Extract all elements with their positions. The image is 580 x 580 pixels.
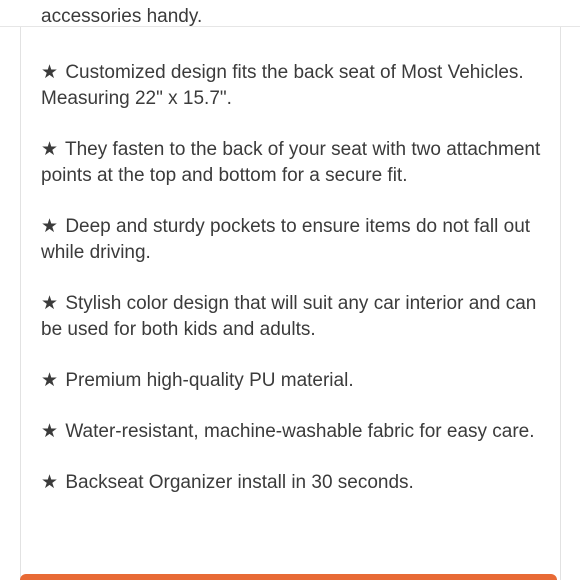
description-bullet [41,60,546,112]
clipped-text: accessories handy. [41,6,203,27]
bullet-text: They fasten to the back of your seat with two attachment points at the top and bottom for a secure fit. [41,139,541,186]
star-icon: ★ [41,370,59,391]
star-icon: ★ [41,139,59,160]
product-description [41,60,546,521]
star-icon: ★ [41,421,59,442]
bullet-text: Backseat Organizer install in 30 seconds. [65,472,414,493]
bullet-text: Stylish color design that will suit any car interior and can be used for both kids and adults. [41,293,537,340]
star-icon: ★ [41,216,59,237]
right-divider [560,0,561,580]
buy-now-button[interactable] [20,574,557,580]
description-bullet [41,368,546,394]
bullet-text: Premium high-quality PU material. [65,370,354,391]
bullet-text: Deep and sturdy pockets to ensure items do not fall out while driving. [41,216,531,263]
bullet-text: Customized design fits the back seat of Most Vehicles. Measuring 22" x 15.7". [41,62,524,109]
description-bullet [41,419,546,445]
clipped-previous-line [0,0,580,27]
star-icon: ★ [41,472,59,493]
star-icon: ★ [41,293,59,314]
star-icon: ★ [41,62,59,83]
bullet-text: Water-resistant, machine-washable fabric for easy care. [65,421,535,442]
description-bullet [41,137,546,189]
left-divider [20,0,21,580]
description-bullet [41,214,546,266]
description-bullet [41,470,546,496]
description-bullet [41,291,546,343]
